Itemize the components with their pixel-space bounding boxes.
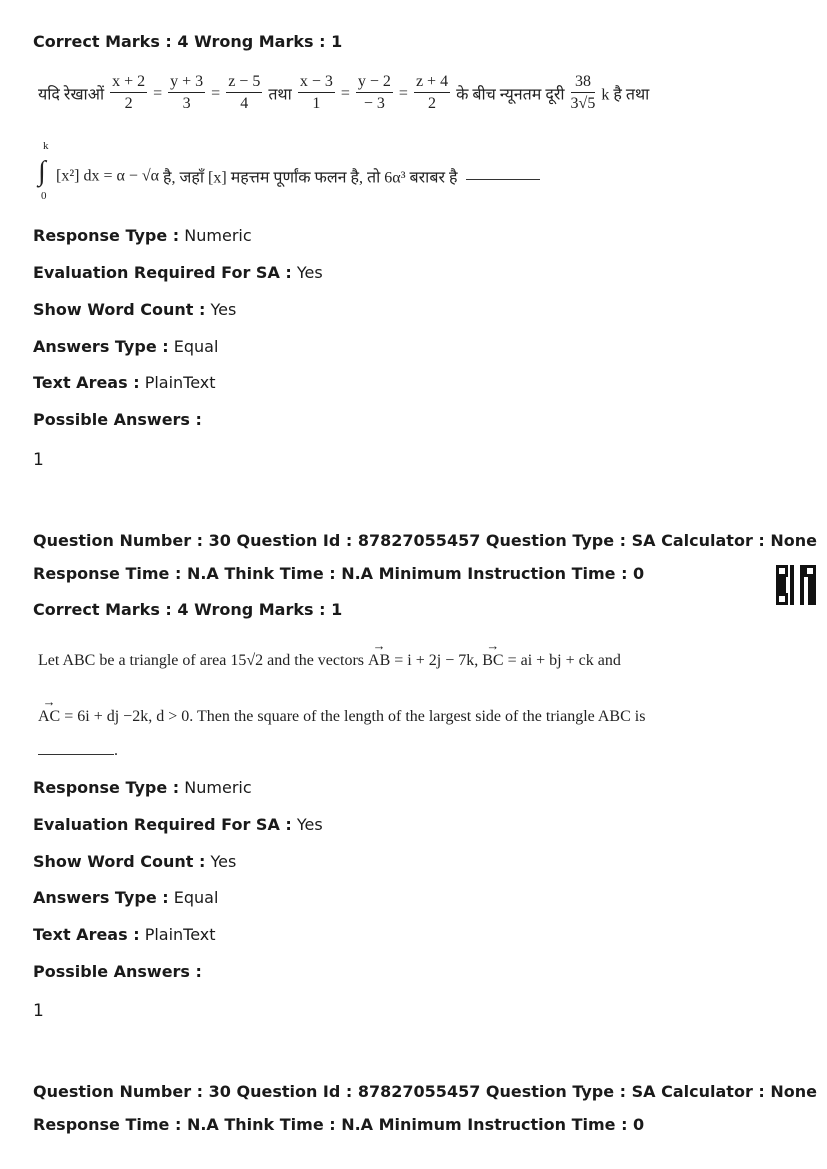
question-text-line-2 [38,140,540,202]
vector-bc-expr: = ai + bj + ck [507,652,594,669]
q2-lead: Let ABC be a triangle of area [38,652,227,669]
vector-ac-expr: = 6i + dj −2k, d > 0. [64,708,194,725]
fraction-z2: $\frac{z + 4}{2}$ [415,73,449,112]
question2-text-line-2 [38,694,646,726]
fraction-y2: $\frac{y - 2}{- 3}$ [357,73,391,112]
fraction-distance: $\frac{38}{3√5}$ [570,73,596,112]
question-text-tail: के बीच न्यूनतम दूरी [456,86,565,104]
field-evaluation-required: Evaluation Required For SA : Yes [33,263,323,282]
question-text-mid: तथा [268,86,292,104]
possible-answer-value: 1 [33,450,44,470]
question-header-line-4: Response Time : N.A Think Time : N.A Minimum Instruction Time : 0 [33,1115,645,1134]
fraction-x2: $\frac{x - 3}{1}$ [299,73,333,112]
field-answers-type: Answers Type : Equal [33,337,219,356]
question2-text-line-1 [38,638,621,670]
question-header-line-2: Response Time : N.A Think Time : N.A Minimum Instruction Time : 0 [33,564,645,583]
q2-rest: Then the square of the length of the largest side of the triangle ABC is [196,708,646,725]
field-text-areas: Text Areas : PlainText [33,373,216,392]
question-header-line-3: Question Number : 30 Question Id : 87827055457 Question Type : SA Calculator : None [33,1082,817,1101]
qr-code-icon [776,565,816,605]
vector-ab: → AB [368,638,391,669]
q2-area: 15√2 [230,652,264,669]
field2-possible-answers: Possible Answers : [33,962,202,981]
fraction-y: $\frac{y + 3}{3}$ [170,73,204,112]
vector-bc: → BC [482,638,504,669]
integral-symbol: k ∫ 0 [38,140,49,202]
question-text-line-1: यदि रेखाओं $\frac{x + 2}{2}$ = $\frac{y + 3}{3}$ = $\frac{z - 5}{4}$ तथा $\frac{x - 3}{1}$ = $\frac{y - 2}{- 3}$ = $\frac{z + 4}{2}$ के बीच न्यूनतम दूरी $\frac{38}{3√5}$ k है तथा [38,72,649,115]
field2-show-word-count: Show Word Count : Yes [33,852,237,871]
integral-expression: [x²] dx = α − √α [56,167,160,185]
q2-mid: and the vectors [267,652,365,669]
field2-evaluation-required: Evaluation Required For SA : Yes [33,815,323,834]
vector-ac: → AC [38,694,61,725]
question-header-line-1: Question Number : 30 Question Id : 87827055457 Question Type : SA Calculator : None [33,531,817,550]
q2-end: and [597,652,621,669]
question-text-lead: यदि रेखाओं [38,86,105,104]
field-show-word-count: Show Word Count : Yes [33,300,237,319]
field2-answers-type: Answers Type : Equal [33,888,219,907]
question-text-end: k है तथा [601,86,650,104]
question-text-rest: है, जहाँ [x] महत्तम पूर्णांक फलन है, तो 6α³ बराबर है [163,169,458,187]
correct-marks-line: Correct Marks : 4 Wrong Marks : 1 [33,32,343,51]
fraction-z: $\frac{z - 5}{4}$ [228,73,261,112]
possible-answer-value-2: 1 [33,1001,44,1021]
correct-marks-line-2: Correct Marks : 4 Wrong Marks : 1 [33,600,343,619]
field-response-type: Response Type : Numeric [33,226,252,245]
fraction-x: $\frac{x + 2}{2}$ [112,73,146,112]
answer-blank [466,167,540,180]
field2-response-type: Response Type : Numeric [33,778,252,797]
field2-text-areas: Text Areas : PlainText [33,925,216,944]
vector-ab-expr: = i + 2j − 7k, [394,652,479,669]
answer-blank-2: . [38,742,118,760]
field-possible-answers: Possible Answers : [33,410,202,429]
